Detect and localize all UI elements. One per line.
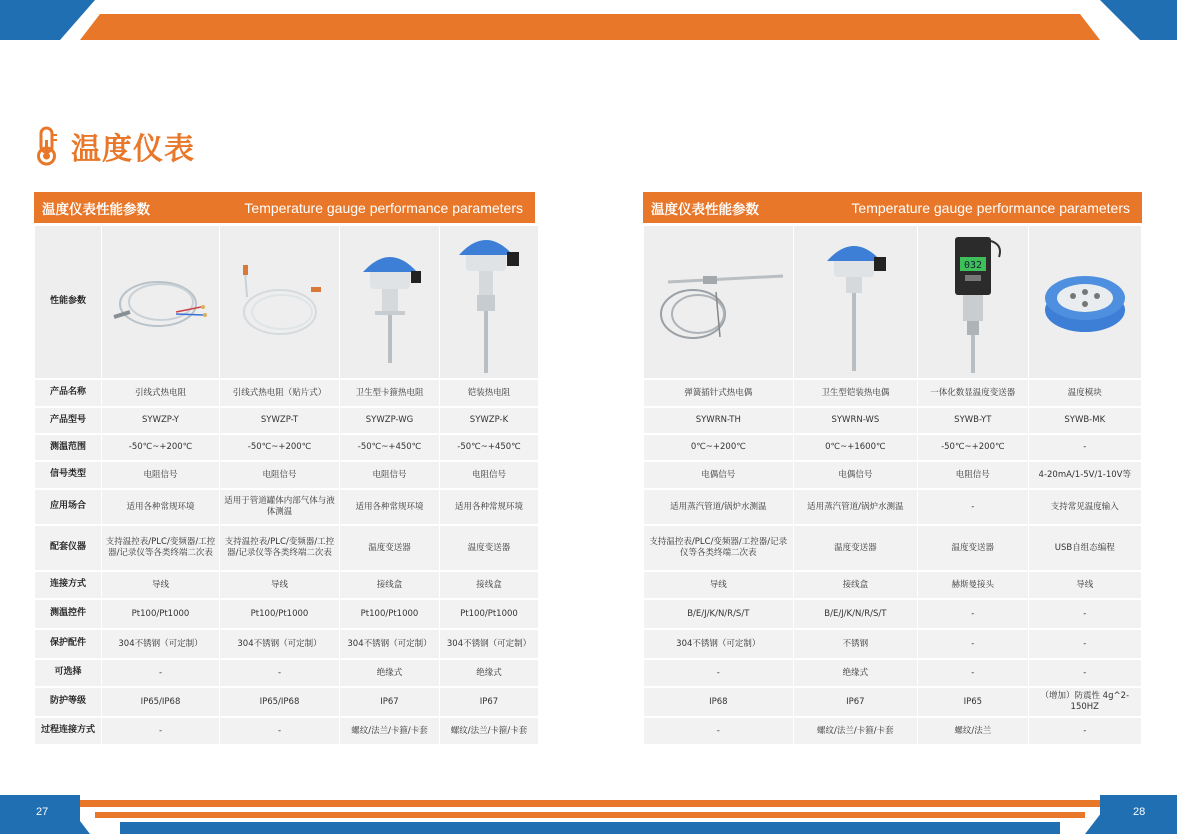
- table-row: SYWRN-TH SYWRN-WS SYWB-YT SYWB-MK: [644, 408, 1141, 433]
- table-row: 信号类型 电阻信号 电阻信号 电阻信号 电阻信号: [35, 462, 538, 488]
- table-row: 导线 接线盒 赫斯曼接头 导线: [644, 572, 1141, 598]
- left-table-body: [34, 224, 539, 746]
- table-row: 产品名称 引线式热电阻 引线式热电阻（贴片式） 卫生型卡箍热电阻 铠装热电阻: [35, 380, 538, 406]
- table-row: 测温范围 -50℃~+200℃ -50℃~+200℃ -50℃~+450℃ -50℃~+450℃: [35, 435, 538, 460]
- page-number-right: 28: [1133, 806, 1146, 818]
- right-image-row: [644, 226, 1141, 378]
- image-row-label: 性能参数: [35, 226, 101, 378]
- table-row: 弹簧插针式热电偶 卫生型铠装热电偶 一体化数显温度变送器 温度模块: [644, 380, 1141, 406]
- product-image-sanitary-thermocouple: [794, 226, 918, 378]
- right-table-body: [643, 224, 1142, 746]
- right-table-header: [643, 192, 1142, 223]
- table-row: 产品型号 SYWZP-Y SYWZP-T SYWZP-WG SYWZP-K: [35, 408, 538, 433]
- table-row: 测温控件 Pt100/Pt1000 Pt100/Pt1000 Pt100/Pt1000 Pt100/Pt1000: [35, 600, 538, 628]
- thermometer-icon: [33, 126, 61, 166]
- table-row: 0℃~+200℃ 0℃~+1600℃ -50℃~+200℃ -: [644, 435, 1141, 460]
- table-row: 可选择 - - 绝缘式 绝缘式: [35, 660, 538, 686]
- left-image-row: [35, 226, 538, 378]
- left-header-cn: 温度仪表性能参数: [42, 201, 150, 218]
- page-number-left: 27: [36, 806, 49, 818]
- right-spec-table: [643, 192, 1142, 746]
- product-image-digital-transmitter: [918, 226, 1027, 378]
- product-image-armored-rtd: [440, 226, 538, 378]
- product-image-temp-module: [1029, 226, 1141, 378]
- table-row: B/E/J/K/N/R/S/T B/E/J/K/N/R/S/T - -: [644, 600, 1141, 628]
- table-row: - 螺纹/法兰/卡箍/卡套 螺纹/法兰 -: [644, 718, 1141, 744]
- product-image-wire-rtd: [102, 226, 219, 378]
- bottom-decorative-band: [0, 795, 1177, 834]
- table-row: 保护配件 304不锈钢（可定制） 304不锈钢（可定制） 304不锈钢（可定制） 304不锈钢（可定制）: [35, 630, 538, 658]
- page-title: 温度仪表: [71, 132, 195, 167]
- table-row: IP68 IP67 IP65 （增加）防震性 4g^2-150HZ: [644, 688, 1141, 716]
- left-header-en: Temperature gauge performance parameters: [244, 199, 523, 216]
- table-row: 连接方式 导线 导线 接线盒 接线盒: [35, 572, 538, 598]
- table-row: 支持温控表/PLC/变频器/工控器/记录仪等各类终端二次表 温度变送器 温度变送器 USB自组态编程: [644, 526, 1141, 570]
- table-row: 适用蒸汽管道/锅炉水测温 适用蒸汽管道/锅炉水测温 - 支持常见温度输入: [644, 490, 1141, 524]
- top-decorative-band: [0, 0, 1177, 40]
- product-image-spring-thermocouple: [644, 226, 793, 378]
- table-row: 电偶信号 电偶信号 电阻信号 4-20mA/1-5V/1-10V等: [644, 462, 1141, 488]
- table-row: 应用场合 适用各种常规环境 适用于管道罐体内部气体与液体测温 适用各种常规环境 适用各种常规环境: [35, 490, 538, 524]
- table-row: 配套仪器 支持温控表/PLC/变频器/工控器/记录仪等各类终端二次表 支持温控表/PLC/变频器/工控器/记录仪等各类终端二次表 温度变送器 温度变送器: [35, 526, 538, 570]
- table-row: - 绝缘式 - -: [644, 660, 1141, 686]
- table-row: 过程连接方式 - - 螺纹/法兰/卡箍/卡套 螺纹/法兰/卡箍/卡套: [35, 718, 538, 744]
- left-spec-table: [34, 192, 535, 746]
- table-row: 304不锈钢（可定制） 不锈钢 - -: [644, 630, 1141, 658]
- product-image-sanitary-rtd: [340, 226, 439, 378]
- product-image-patch-rtd: [220, 226, 339, 378]
- left-table-header: [34, 192, 535, 223]
- right-header-en: Temperature gauge performance parameters: [851, 199, 1130, 216]
- table-row: 防护等级 IP65/IP68 IP65/IP68 IP67 IP67: [35, 688, 538, 716]
- right-header-cn: 温度仪表性能参数: [651, 201, 759, 218]
- section-title: [33, 124, 195, 168]
- display-reading: 032: [963, 260, 982, 271]
